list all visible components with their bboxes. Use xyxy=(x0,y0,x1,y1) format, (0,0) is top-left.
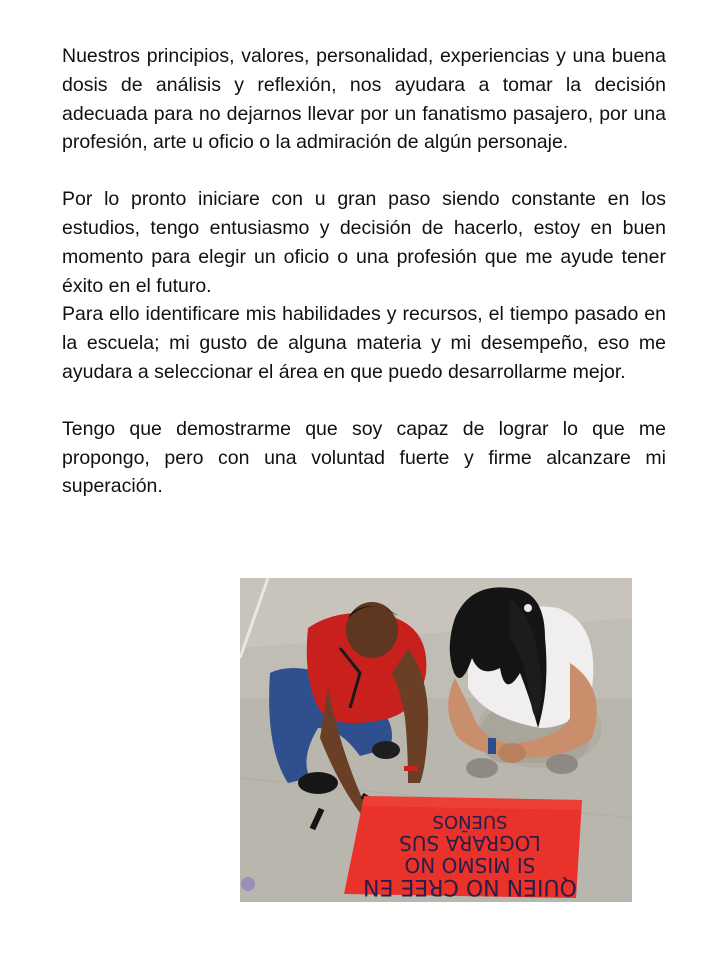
paragraph-demonstrate: Tengo que demostrarme que soy capaz de lograr lo que me propongo, pero con una voluntad fuerte y firme alcanzare mi superación. xyxy=(62,417,666,498)
paragraph-gap xyxy=(62,387,666,415)
sign-line-3: LOGRARA SUS xyxy=(399,831,541,855)
paragraph-principles: Nuestros principios, valores, personalidad, experiencias y una buena dosis de análisis y reflexión, nos ayudara a tomar la decisión adecuada para no dejarnos llevar por un fanatismo pasajero, por una profesión, arte u oficio o la admiración de algún personaje. xyxy=(62,45,666,154)
body-text xyxy=(62,42,666,501)
sign-line-2: SI MISMO NO xyxy=(404,853,536,877)
paragraph-gap xyxy=(62,157,666,185)
paragraph-first-step: Por lo pronto iniciare con u gran paso siendo constante en los estudios, tengo entusiasmo y decisión de hacerlo, estoy en buen momento para elegir un oficio o una profesión que me ayude tener éxito en el futuro. xyxy=(62,188,666,297)
paragraph-identify-skills: Para ello identificare mis habilidades y recursos, el tiempo pasado en la escuela; mi gusto de alguna materia y mi desempeño, eso me ayudara a seleccionar el área en que puedo desarrollarme mejor. xyxy=(62,303,666,383)
sign-line-1: QUIEN NO CREE EN xyxy=(363,874,577,899)
protest-sign xyxy=(344,796,582,899)
students-photo xyxy=(240,578,632,902)
marker-cap xyxy=(241,877,255,891)
sign-line-4: SUEÑOS xyxy=(432,811,508,832)
